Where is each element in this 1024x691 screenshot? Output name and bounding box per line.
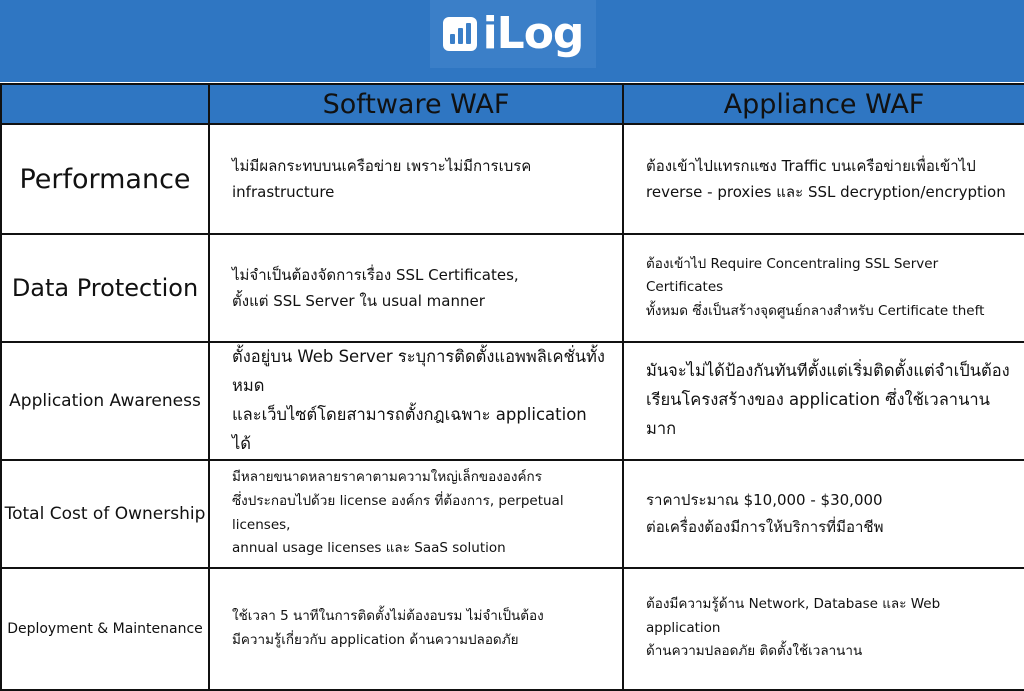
header-appliance-waf: Appliance WAF [623, 84, 1024, 124]
table-row [1, 124, 1024, 234]
appliance-cell [623, 342, 1024, 460]
software-cell [209, 124, 623, 234]
logo-text: iLog [482, 8, 584, 59]
appliance-cell [623, 234, 1024, 342]
row-label-performance: Performance [1, 124, 209, 234]
cell-text: มีหลายขนาดหลายราคาตามความใหญ่เล็กขององค์กร ซึ่งประกอบไปด้วย license องค์กร ที่ต้องการ, perpetual licenses, annual usage licenses และ SaaS solution [232, 469, 564, 557]
header-banner [0, 0, 1024, 82]
cell-text: มันจะไม่ได้ป้องกันทันทีตั้งแต่เริ่มติดตั้งแต่จำเป็นต้อง เรียนโครงสร้างของ application ซึ่งใช้เวลานานมาก [646, 361, 1010, 439]
software-cell [209, 234, 623, 342]
row-label-deployment: Deployment & Maintenance [1, 568, 209, 690]
appliance-cell [623, 124, 1024, 234]
appliance-cell [623, 568, 1024, 690]
comparison-table [0, 83, 1024, 691]
header-corner [1, 84, 209, 124]
header-software-waf: Software WAF [209, 84, 623, 124]
table-row [1, 342, 1024, 460]
cell-text: ต้องเข้าไปแทรกแซง Traffic บนเครือข่ายเพื่อเข้าไป reverse - proxies และ SSL decryption/encryption [646, 156, 1006, 201]
software-cell [209, 342, 623, 460]
row-label-data-protection: Data Protection [1, 234, 209, 342]
cell-text: ราคาประมาณ $10,000 - $30,000 ต่อเครื่องต้องมีการให้บริการที่มีอาชีพ [646, 491, 884, 536]
cell-text: ต้องมีความรู้ด้าน Network, Database และ Web application ด้านความปลอดภัย ติดตั้งใช้เวลานาน [646, 596, 941, 660]
cell-text: ตั้งอยู่บน Web Server ระบุการติดตั้งแอพพลิเคชั่นทั้งหมด และเว็บไซต์โดยสามารถตั้งกฎเฉพาะ application ได้ [232, 347, 605, 453]
table-header-row [1, 84, 1024, 124]
software-cell [209, 460, 623, 568]
table-row [1, 234, 1024, 342]
cell-text: ไม่มีผลกระทบบนเครือข่าย เพราะไม่มีการเบรค infrastructure [232, 156, 532, 201]
appliance-cell [623, 460, 1024, 568]
table-row [1, 568, 1024, 690]
cell-text: ต้องเข้าไป Require Concentraling SSL Server Certificates ทั้งหมด ซึ่งเป็นสร้างจุดศูนย์กลางสำหรับ Certificate theft [646, 255, 985, 319]
table-row [1, 460, 1024, 568]
software-cell [209, 568, 623, 690]
logo [430, 0, 596, 68]
row-label-total-cost: Total Cost of Ownership [1, 460, 209, 568]
cell-text: ไม่จำเป็นต้องจัดการเรื่อง SSL Certificates, ตั้งแต่ SSL Server ใน usual manner [232, 265, 519, 310]
bar-chart-icon [443, 17, 477, 51]
cell-text: ใช้เวลา 5 นาทีในการติดตั้งไม่ต้องอบรม ไม่จำเป็นต้อง มีความรู้เกี่ยวกับ application ด้านความปลอดภัย [232, 607, 544, 648]
row-label-application-awareness: Application Awareness [1, 342, 209, 460]
